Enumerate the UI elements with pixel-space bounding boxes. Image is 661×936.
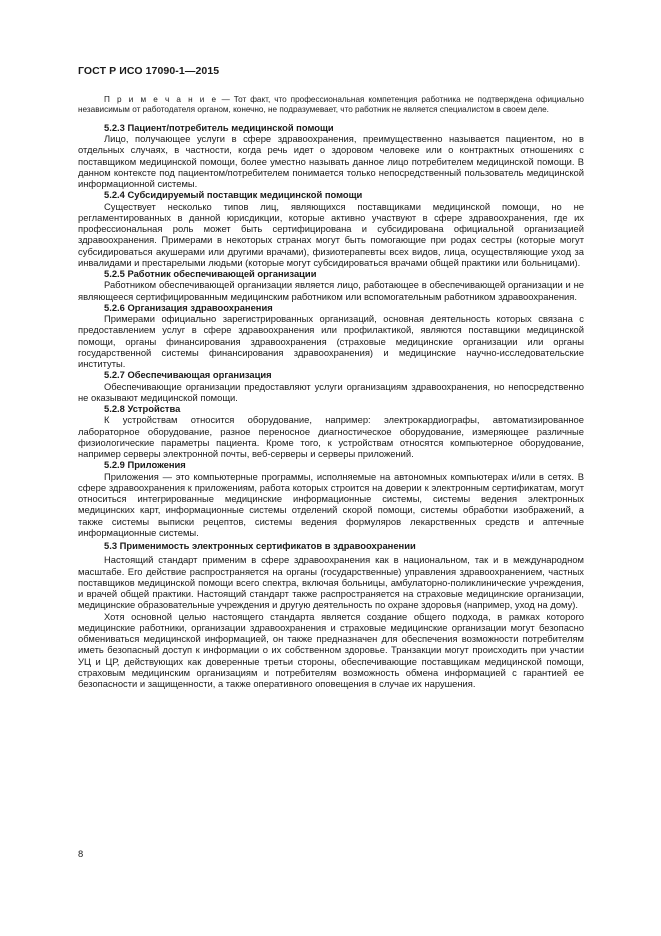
section-5-2-6 <box>78 302 584 370</box>
section-5-3 <box>78 540 584 689</box>
section-heading: 5.2.8 Устройства <box>104 403 181 415</box>
section-paragraph: Работником обеспечивающей организации является лицо, работающее в обеспечивающей организации и не являющееся сертифицированным медицинским работником или вспомогательным работником здравоохранения. <box>78 279 584 302</box>
section-paragraph: Настоящий стандарт применим в сфере здравоохранения как в национальном, так и в международном масштабе. Его действие распространяется на органы (государственные) управления здравоохранением, частных поставщиков медицинской помощи всего спектра, включая больницы, амбулаторно-поликлинические учреждения, и врачей общей практики. Настоящий стандарт также распространяется на страховые медицинские организации, медицинские образовательные учреждения и другую деятельность по охране здоровья (например, уход на дому). <box>78 554 584 611</box>
section-paragraph: Приложения — это компьютерные программы, исполняемые на автономных компьютерах и/или в сетях. В сфере здравоохранения к приложениям, работа которых строится на доверии к электронным сертификатам, могут относиться интегрированные медицинские информационные системы, системы ведения электронных медицинских карт, информационные системы отделений скорой помощи, системы обработки изображений, а также системы выписки рецептов, системы ведения формуляров лекарственных средств и аптечные информационные системы. <box>78 470 584 538</box>
section-5-2-7 <box>78 369 584 403</box>
section-heading: 5.2.5 Работник обеспечивающей организации <box>104 268 317 280</box>
section-heading: 5.2.3 Пациент/потребитель медицинской помощи <box>104 121 334 133</box>
note-paragraph <box>78 95 584 116</box>
section-paragraph: Существует несколько типов лиц, являющихся поставщиками медицинской помощи, но не регламентированных в данной юрисдикции, которые активно участвуют в сфере здравоохранения, где их профессиональная роль может быть сертифицирована и субсидирована официальной организацией здравоохранения. Примерами в некоторых странах могут быть помогающие при родах сестры (которые могут субсидироваться акушерами или другими врачами), физиотерапевты всех видов, лица, осуществляющие уход за инвалидами и престарелыми людьми (которые могут субсидироваться врачами общей практики или больницами). <box>78 200 584 268</box>
section-5-2-8 <box>78 403 584 459</box>
section-paragraph: Лицо, получающее услуги в сфере здравоохранения, преимущественно называется пациентом, но в отдельных случаях, в частности, когда речь идет о здоровом человеке или о контрактных отношениях с поставщиком медицинской помощи, более уместно называть данное лицо потребителем медицинской помощи. В данном контексте под пациентом/потребителем понимается только непосредственный пользователь медицинской информационной системы. <box>78 133 584 190</box>
section-5-2-4 <box>78 189 584 268</box>
section-heading: 5.2.7 Обеспечивающая организация <box>104 369 272 381</box>
section-heading: 5.2.4 Субсидируемый поставщик медицинской помощи <box>104 189 363 201</box>
document-header: ГОСТ Р ИСО 17090-1—2015 <box>78 65 220 77</box>
section-heading: 5.2.9 Приложения <box>104 459 186 471</box>
note-text: — Тот факт, что профессиональная компетенция работника не подтверждена официально независимым от работодателя органом, конечно, не подразумевает, что работник не является специалистом в своем деле. <box>78 95 584 115</box>
section-paragraph: К устройствам относится оборудование, например: электрокардиографы, автоматизированное лабораторное оборудование, разное переносное диагностическое оборудование, измеряющее различные физиологические параметры пациента. Кроме того, к устройствам относятся компьютерное оборудование, например серверы электронной почты, веб-серверы и серверы приложений. <box>78 414 584 460</box>
document-body <box>78 95 584 689</box>
page-number: 8 <box>78 848 84 859</box>
section-5-2-3 <box>78 122 584 190</box>
section-5-2-5 <box>78 268 584 302</box>
section-paragraph: Примерами официально зарегистрированных организаций, основная деятельность которых связана с предоставлением услуг в сфере здравоохранения или профилактикой, являются поставщики медицинской помощи, органы финансирования здравоохранения (страховые медицинские организации или органы государственной системы финансирования здравоохранения) и медицинские научно-исследовательские институты. <box>78 313 584 370</box>
section-heading: 5.3 Применимость электронных сертификатов в здравоохранении <box>104 540 416 552</box>
section-5-2-9 <box>78 459 584 538</box>
section-paragraph: Обеспечивающие организации предоставляют услуги организациям здравоохранения, но непосредственно не оказывают медицинской помощи. <box>78 380 584 403</box>
note-label: П р и м е ч а н и е <box>104 95 218 104</box>
section-heading: 5.2.6 Организация здравоохранения <box>104 301 273 313</box>
section-paragraph: Хотя основной целью настоящего стандарта является создание общего подхода, в рамках которого медицинские работники, организации здравоохранения и страховые медицинские организации могут безопасно обмениваться медицинской информацией, он также предназначен для обеспечения возможности потребителям иметь безопасный доступ к информации о их собственном здоровье. Транзакции могут происходить при участии УЦ и ЦР, действующих как доверенные третьи стороны, обеспечивающие поставщикам медицинской помощи, страховым медицинским организациям и потребителям возможность обмена информацией с гарантией ее безопасности и защищенности, а также оперативного оповещения в случае их нарушения. <box>78 610 584 690</box>
